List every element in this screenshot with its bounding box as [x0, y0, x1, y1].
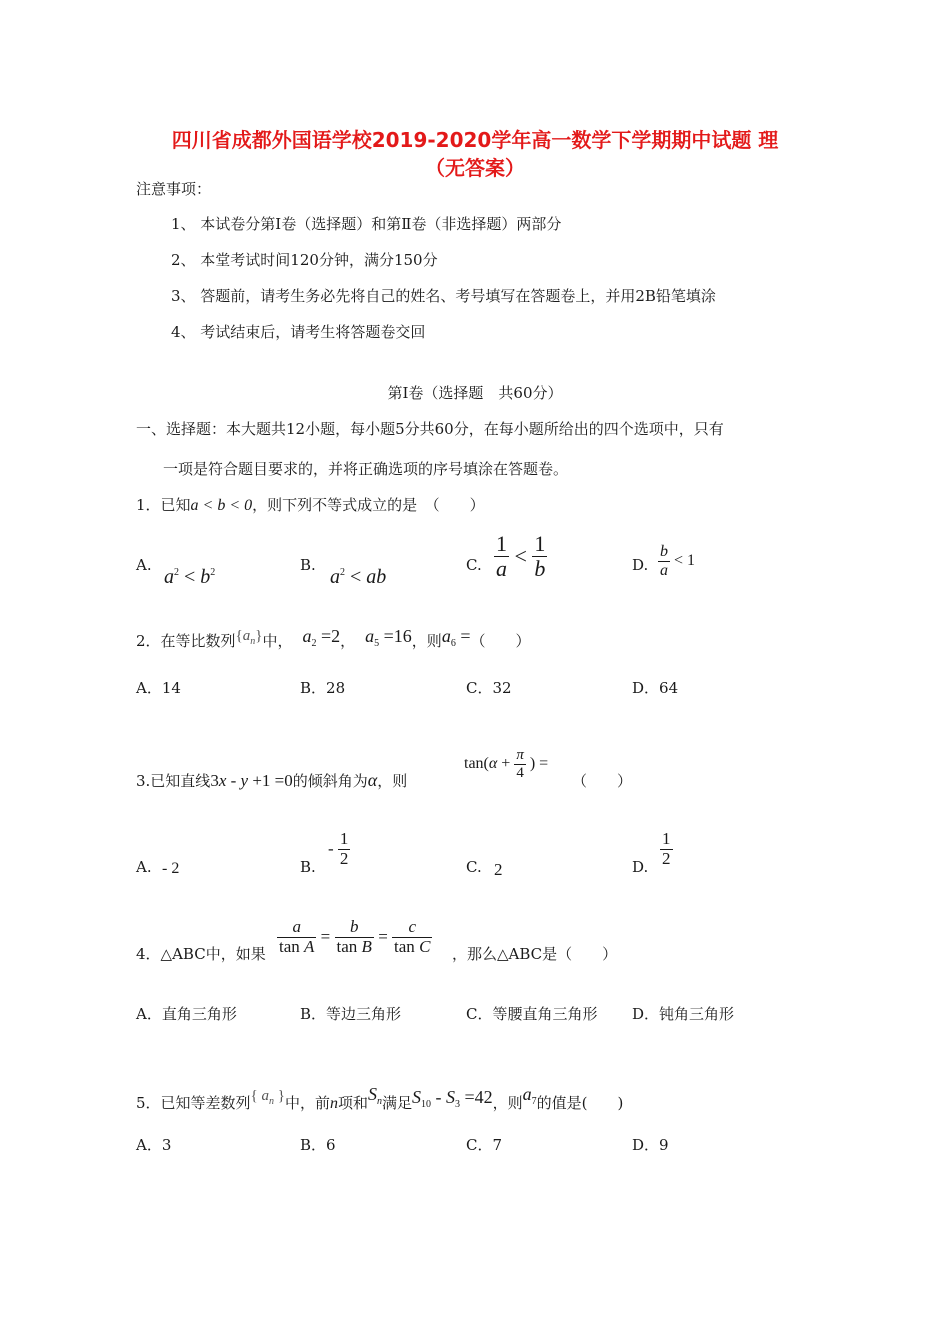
- q2-option-c: C．32: [466, 679, 512, 697]
- q5-option-c: C．7: [466, 1136, 503, 1154]
- q2-a5: $a_5 =16$: [365, 626, 412, 649]
- q4-option-b: B．等边三角形: [300, 1005, 402, 1023]
- q1-option-c-label: C.: [466, 556, 482, 574]
- q4-option-a: A．直角三角形: [136, 1005, 237, 1023]
- q2-sequence: $\{a_n\}$: [235, 628, 263, 647]
- notice-item-2: 2、 本堂考试时间120分钟，满分150分: [171, 251, 438, 269]
- question-4-stem-prefix: 4．△ABC中，如果: [136, 945, 266, 963]
- notice-item-3: 3、 答题前，请考生务必先将自己的姓名、考号填写在答题卷上，并用2B铅笔填涂: [171, 287, 716, 305]
- title-line-1: 四川省成都外国语学校2019-2020学年高一数学下学期期中试题 理: [171, 128, 779, 152]
- q3-option-d-math: $\frac{1}{2}$: [662, 829, 671, 868]
- q1-option-a-label: A.: [136, 556, 152, 574]
- q1-option-d-label: D.: [632, 556, 649, 574]
- part1-heading: 第Ⅰ卷（选择题 共60分）: [387, 384, 563, 402]
- q3-answer-blank: （ ）: [572, 772, 633, 790]
- q3-expression: tan(α + $\frac{\pi}{4}$ ) =: [464, 747, 549, 781]
- q3-alpha: α: [367, 770, 378, 790]
- q3-line-equation: 3x - y +1 =0: [210, 771, 293, 790]
- q4-option-c: C．等腰直角三角形: [466, 1005, 598, 1023]
- q4-ratio-equation: $\frac{a}{\text{tan A}}$ = $\frac{b}{\text{tan B}}$ = $\frac{c}{\text{tan C}}$: [279, 917, 431, 956]
- q3-option-c-label: C.: [466, 858, 482, 876]
- q2-a2: $a_2 =2$: [302, 626, 341, 649]
- q3-option-c-math: 2: [494, 860, 503, 879]
- q2-option-a: A．14: [136, 679, 181, 697]
- q2-option-b: B．28: [300, 679, 346, 697]
- question-2-stem: 2．在等比数列$\{a_n\}$中， $a_2 =2$， $a_5 =16$，则$a_6$ =（ ）: [136, 626, 531, 650]
- part1-instructions-line-2: 一项是符合题目要求的，并将正确选项的序号填涂在答题卷。: [163, 460, 569, 478]
- q5-condition: $S_{10} - S_3 =42$: [412, 1087, 493, 1110]
- q4-option-d: D．钝角三角形: [632, 1005, 735, 1023]
- q3-option-b-label: B.: [300, 858, 316, 876]
- q1-option-b-label: B.: [300, 556, 316, 574]
- q3-option-a-label: A.: [136, 858, 152, 876]
- q1-option-c-math: $\frac{1}{a}$ < $\frac{1}{b}$: [496, 531, 546, 582]
- q1-option-d-math: $\frac{b}{a}$ < 1: [660, 543, 696, 579]
- q2-option-d: D．64: [632, 679, 679, 697]
- q1-option-b-math: $a^2$ < ab: [330, 566, 387, 588]
- question-3-stem: 3.已知直线3x - y +1 =0的倾斜角为α，则: [136, 770, 408, 790]
- question-1-stem: 1．已知a < b < 0，则下列不等式成立的是 （ ）: [136, 496, 485, 514]
- q1-condition: a < b < 0: [190, 497, 253, 514]
- q3-option-d-label: D.: [632, 858, 649, 876]
- notice-item-4: 4、 考试结束后，请考生将答题卷交回: [171, 323, 426, 341]
- question-4-stem-suffix: ，那么△ABC是（ ）: [452, 945, 618, 963]
- q5-option-b: B．6: [300, 1136, 336, 1154]
- q5-sequence: { $a_n$ }: [250, 1088, 285, 1107]
- q5-a7: $a_7$: [522, 1084, 537, 1107]
- q5-option-a: A．3: [136, 1136, 172, 1154]
- q1-option-a-math: $a^2 < b^2$: [164, 566, 216, 588]
- q3-option-a-math: - 2: [162, 860, 180, 877]
- notice-item-1: 1、 本试卷分第Ⅰ卷（选择题）和第Ⅱ卷（非选择题）两部分: [171, 215, 562, 233]
- q5-sn: $S_n$: [367, 1084, 382, 1107]
- title-line-2: （无答案）: [425, 156, 525, 180]
- q5-option-d: D．9: [632, 1136, 669, 1154]
- q3-option-b-math: - $\frac{1}{2}$: [328, 829, 349, 868]
- question-5-stem: 5．已知等差数列{ $a_n$ }中，前n项和$S_n$满足$S_{10} - S_3 =42$，则$a_7$的值是( ): [136, 1084, 624, 1112]
- part1-instructions-line-1: 一、选择题：本大题共12小题，每小题5分共60分，在每小题所给出的四个选项中，只有: [136, 420, 724, 438]
- q2-a6: $a_6$ =: [441, 626, 471, 649]
- notice-heading: 注意事项：: [136, 180, 212, 198]
